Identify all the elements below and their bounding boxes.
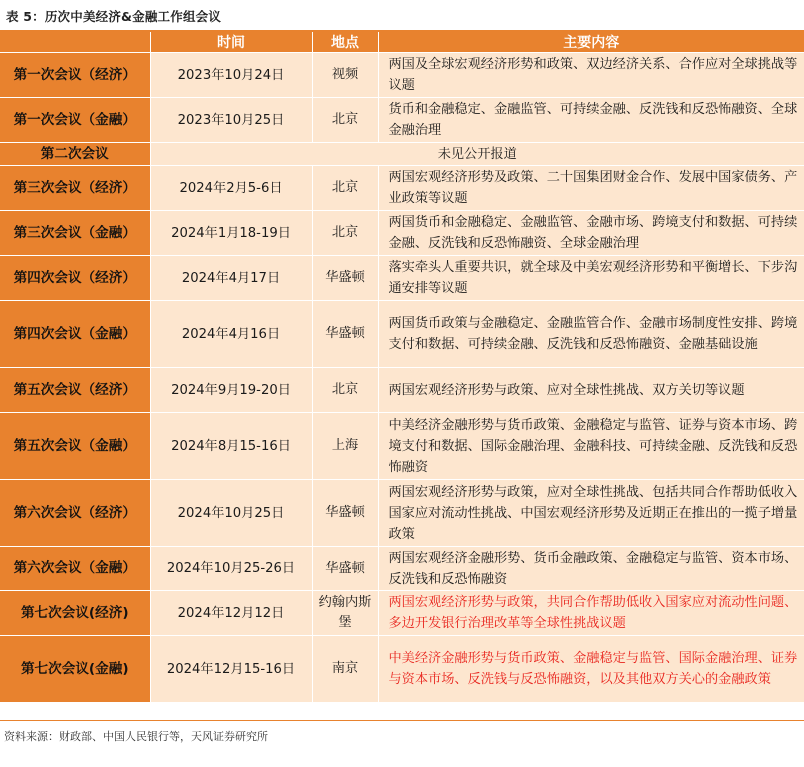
meeting-content: 两国货币和金融稳定、金融监管、金融市场、跨境支付和数据、可持续金融、反洗钱和反恐怖融资、全球金融治理 <box>378 211 804 256</box>
meeting-content: 落实牵头人重要共识，就全球及中美宏观经济形势和平衡增长、下步沟通安排等议题 <box>378 256 804 301</box>
header-row <box>0 32 804 53</box>
table-row <box>0 591 804 636</box>
meeting-content-highlighted: 两国宏观经济形势与政策，共同合作帮助低收入国家应对流动性问题、多边开发银行治理改革等全球性挑战议题 <box>378 591 804 636</box>
meeting-content: 中美经济金融形势与货币政策、金融稳定与监管、证券与资本市场、跨境支付和数据、国际金融治理、金融科技、可持续金融、反洗钱和反恐怖融资 <box>378 413 804 480</box>
meeting-content: 两国宏观经济金融形势、货币金融政策、金融稳定与监管、资本市场、反洗钱和反恐怖融资 <box>378 547 804 591</box>
meeting-note: 未见公开报道 <box>150 143 804 166</box>
table-row <box>0 301 804 368</box>
meeting-time: 2024年12月12日 <box>150 591 312 636</box>
table-row <box>0 413 804 480</box>
meeting-place: 南京 <box>312 636 378 703</box>
meeting-time: 2023年10月24日 <box>150 53 312 98</box>
meeting-content: 两国宏观经济形势与政策、应对全球性挑战、双方关切等议题 <box>378 368 804 413</box>
meeting-name: 第一次会议（金融） <box>0 98 150 143</box>
meeting-place: 视频 <box>312 53 378 98</box>
table-row <box>0 211 804 256</box>
meeting-name: 第六次会议（经济） <box>0 480 150 547</box>
meeting-time: 2024年4月16日 <box>150 301 312 368</box>
header-time: 时间 <box>150 32 312 53</box>
meeting-name: 第四次会议（金融） <box>0 301 150 368</box>
meeting-name: 第六次会议（金融） <box>0 547 150 591</box>
meeting-name: 第五次会议（经济） <box>0 368 150 413</box>
meeting-place: 北京 <box>312 166 378 211</box>
meeting-name: 第七次会议(经济) <box>0 591 150 636</box>
meeting-name: 第三次会议（金融） <box>0 211 150 256</box>
table-row <box>0 166 804 211</box>
header-content: 主要内容 <box>378 32 804 53</box>
meeting-name: 第二次会议 <box>0 143 150 166</box>
meeting-content: 两国宏观经济形势及政策、二十国集团财金合作、发展中国家债务、产业政策等议题 <box>378 166 804 211</box>
meeting-time: 2023年10月25日 <box>150 98 312 143</box>
meeting-time: 2024年4月17日 <box>150 256 312 301</box>
meeting-name: 第三次会议（经济） <box>0 166 150 211</box>
meeting-content: 货币和金融稳定、金融监管、可持续金融、反洗钱和反恐怖融资、全球金融治理 <box>378 98 804 143</box>
table-row <box>0 53 804 98</box>
meeting-place: 华盛顿 <box>312 480 378 547</box>
table-row <box>0 256 804 301</box>
meeting-place: 上海 <box>312 413 378 480</box>
header-place: 地点 <box>312 32 378 53</box>
table-row <box>0 368 804 413</box>
meeting-place: 华盛顿 <box>312 301 378 368</box>
meeting-time: 2024年10月25-26日 <box>150 547 312 591</box>
table-row <box>0 98 804 143</box>
table-row <box>0 480 804 547</box>
table-row <box>0 547 804 591</box>
meeting-place: 北京 <box>312 368 378 413</box>
table-caption: 表 5：历次中美经济&金融工作组会议 <box>6 9 222 24</box>
meeting-name: 第七次会议(金融) <box>0 636 150 703</box>
meeting-name: 第一次会议（经济） <box>0 53 150 98</box>
meeting-content: 两国及全球宏观经济形势和政策、双边经济关系、合作应对全球挑战等议题 <box>378 53 804 98</box>
meeting-time: 2024年9月19-20日 <box>150 368 312 413</box>
meetings-table <box>0 32 804 702</box>
source-note: 资料来源：财政部、中国人民银行等，天风证券研究所 <box>4 730 268 743</box>
table-row <box>0 636 804 703</box>
meeting-content-highlighted: 中美经济金融形势与货币政策、金融稳定与监管、国际金融治理、证券与资本市场、反洗钱与反恐怖融资，以及其他双方关心的金融政策 <box>378 636 804 703</box>
meeting-place: 华盛顿 <box>312 547 378 591</box>
bottom-rule <box>0 720 804 721</box>
meeting-place: 北京 <box>312 211 378 256</box>
meeting-time: 2024年8月15-16日 <box>150 413 312 480</box>
meeting-place: 约翰内斯堡 <box>312 591 378 636</box>
meeting-time: 2024年10月25日 <box>150 480 312 547</box>
meeting-name: 第四次会议（经济） <box>0 256 150 301</box>
meeting-place: 华盛顿 <box>312 256 378 301</box>
table-row <box>0 143 804 166</box>
meeting-time: 2024年2月5-6日 <box>150 166 312 211</box>
meeting-content: 两国货币政策与金融稳定、金融监管合作、金融市场制度性安排、跨境支付和数据、可持续金融、反洗钱和反恐怖融资、金融基础设施 <box>378 301 804 368</box>
meeting-time: 2024年1月18-19日 <box>150 211 312 256</box>
meeting-content: 两国宏观经济形势与政策，应对全球性挑战、包括共同合作帮助低收入国家应对流动性挑战、中国宏观经济形势及近期正在推出的一揽子增量政策 <box>378 480 804 547</box>
meeting-time: 2024年12月15-16日 <box>150 636 312 703</box>
meeting-name: 第五次会议（金融） <box>0 413 150 480</box>
header-name <box>0 32 150 53</box>
meeting-place: 北京 <box>312 98 378 143</box>
